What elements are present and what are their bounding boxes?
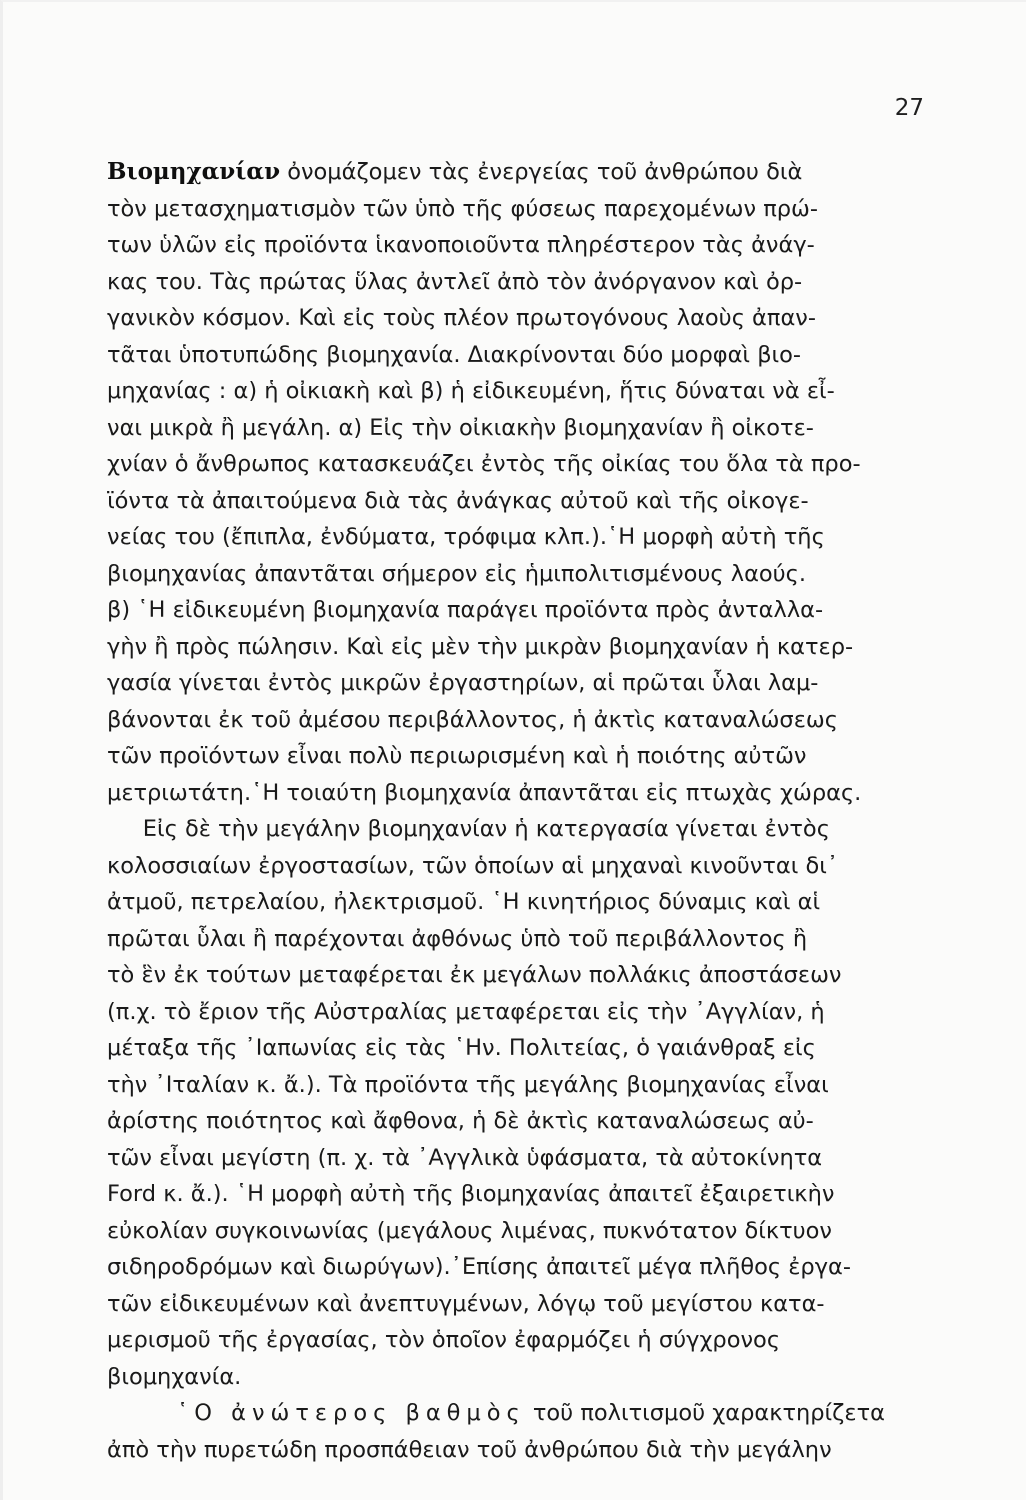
- text-line: κας του. Τὰς πρώτας ὕλας ἀντλεῖ ἀπὸ τὸν ἀνόργανον καὶ ὀρ-: [107, 268, 803, 295]
- text-line: τῶν προϊόντων εἶναι πολὺ περιωρισμένη καὶ ἡ ποιότης αὐτῶν: [107, 743, 807, 769]
- text-line: εὐκολίαν συγκοινωνίας (μεγάλους λιμένας, πυκνότατον δίκτυον: [107, 1217, 832, 1244]
- text-line: τῶν εἶναι μεγίστη (π. χ. τὰ ᾽Αγγλικὰ ὑφάσματα, τὰ αὐτοκίνητα: [107, 1144, 823, 1171]
- spaced-term: ῾Ο ἀνώτερος βαθμὸς: [177, 1400, 526, 1426]
- line-text: τοῦ πολιτισμοῦ χαρακτηρίζετα: [525, 1400, 885, 1426]
- text-line: β) ῾Η εἰδικευμένη βιομηχανία παράγει προϊόντα πρὸς ἀνταλλα-: [107, 597, 824, 623]
- text-line: κολοσσιαίων ἐργοστασίων, τῶν ὁποίων αἱ μηχαναὶ κινοῦνται δι᾽: [107, 852, 839, 879]
- text-line: μέταξα τῆς ᾽Ιαπωνίας εἰς τὰς ῾Ην. Πολιτείας, ὁ γαιάνθραξ εἰς: [107, 1035, 816, 1061]
- text-line: Εἰς δὲ τὴν μεγάλην βιομηχανίαν ἡ κατεργασία γίνεται ἐντὸς: [107, 816, 830, 842]
- text-line: μερισμοῦ τῆς ἐργασίας, τὸν ὁποῖον ἐφαρμόζει ἡ σύγχρονος: [107, 1327, 781, 1353]
- text-line: μετριωτάτη.῾Η τοιαύτη βιομηχανία ἀπαντᾶται εἰς πτωχὰς χώρας.: [107, 779, 862, 806]
- line-text: ὀνομάζομεν τὰς ἐνεργείας τοῦ ἀνθρώπου διὰ: [280, 159, 803, 185]
- text-line: βάνονται ἐκ τοῦ ἀμέσου περιβάλλοντος, ἡ ἀκτὶς καταναλώσεως: [107, 706, 838, 733]
- text-line: [107, 154, 937, 191]
- text-line: τὸν μετασχηματισμὸν τῶν ὑπὸ τῆς φύσεως παρεχομένων πρώ-: [107, 195, 818, 222]
- text-line: χνίαν ὁ ἄνθρωπος κατασκευάζει ἐντὸς τῆς οἰκίας του ὅλα τὰ προ-: [107, 451, 861, 477]
- text-line: ἀρίστης ποιότητος καὶ ἄφθονα, ἡ δὲ ἀκτὶς καταναλώσεως αὐ-: [107, 1108, 814, 1134]
- text-line: πρῶται ὗλαι ἢ παρέχονται ἀφθόνως ὑπὸ τοῦ περιβάλλοντος ἢ: [107, 925, 808, 952]
- text-line: γὴν ἢ πρὸς πώλησιν. Καὶ εἰς μὲν τὴν μικρὰν βιομηχανίαν ἡ κατερ-: [107, 633, 854, 660]
- text-line: βιομηχανία.: [107, 1363, 242, 1390]
- text-line: των ὑλῶν εἰς προϊόντα ἱκανοποιοῦντα πληρέστερον τὰς ἀνάγ-: [107, 232, 815, 258]
- text-line: σιδηροδρόμων καὶ διωρύγων).᾽Επίσης ἀπαιτεῖ μέγα πλῆθος ἐργα-: [107, 1254, 851, 1280]
- text-line: ναι μικρὰ ἢ μεγάλη. α) Εἰς τὴν οἰκιακὴν βιομηχανίαν ἢ οἰκοτε-: [107, 414, 814, 441]
- text-line: ἀτμοῦ, πετρελαίου, ἠλεκτρισμοῦ. ῾Η κινητήριος δύναμις καὶ αἱ: [107, 889, 821, 915]
- text-line: τᾶται ὑποτυπώδης βιομηχανία. Διακρίνονται δύο μορφαὶ βιο-: [107, 341, 802, 368]
- text-line: τὴν ᾽Ιταλίαν κ. ἄ.). Τὰ προϊόντα τῆς μεγάλης βιομηχανίας εἶναι: [107, 1071, 829, 1098]
- text-line: (π.χ. τὸ ἔριον τῆς Αὐστραλίας μεταφέρεται εἰς τὴν ᾽Αγγλίαν, ἡ: [107, 998, 825, 1025]
- text-line: γανικὸν κόσμον. Καὶ εἰς τοὺς πλέον πρωτογόνους λαοὺς ἀπαν-: [107, 305, 816, 331]
- text-line: τῶν εἰδικευμένων καὶ ἀνεπτυγμένων, λόγῳ τοῦ μεγίστου κατα-: [107, 1290, 825, 1317]
- page-number: 27: [894, 95, 924, 121]
- text-line: Ford κ. ἄ.). ῾Η μορφὴ αὐτὴ τῆς βιομηχανίας ἀπαιτεῖ ἐξαιρετικὴν: [107, 1181, 835, 1207]
- text-line: μηχανίας : α) ἡ οἰκιακὴ καὶ β) ἡ εἰδικευμένη, ἥτις δύναται νὰ εἶ-: [107, 378, 835, 404]
- text-body: [107, 154, 937, 1468]
- text-line: γασία γίνεται ἐντὸς μικρῶν ἐργαστηρίων, αἱ πρῶται ὗλαι λαμ-: [107, 670, 819, 696]
- text-line: [107, 1395, 937, 1432]
- text-line: τὸ ἓν ἐκ τούτων μεταφέρεται ἐκ μεγάλων πολλάκις ἀποστάσεων: [107, 962, 842, 988]
- lead-term: Βιομηχανίαν: [107, 158, 281, 185]
- text-line: ϊόντα τὰ ἀπαιτούμενα διὰ τὰς ἀνάγκας αὐτοῦ καὶ τῆς οἰκογε-: [107, 487, 809, 514]
- text-line: ἀπὸ τὴν πυρετώδη προσπάθειαν τοῦ ἀνθρώπου διὰ τὴν μεγάλην: [107, 1436, 832, 1463]
- text-line: βιομηχανίας ἀπαντᾶται σήμερον εἰς ἡμιπολιτισμένους λαούς.: [107, 560, 807, 587]
- text-line: νείας του (ἔπιπλα, ἐνδύματα, τρόφιμα κλπ.).῾Η μορφὴ αὐτὴ τῆς: [107, 524, 825, 550]
